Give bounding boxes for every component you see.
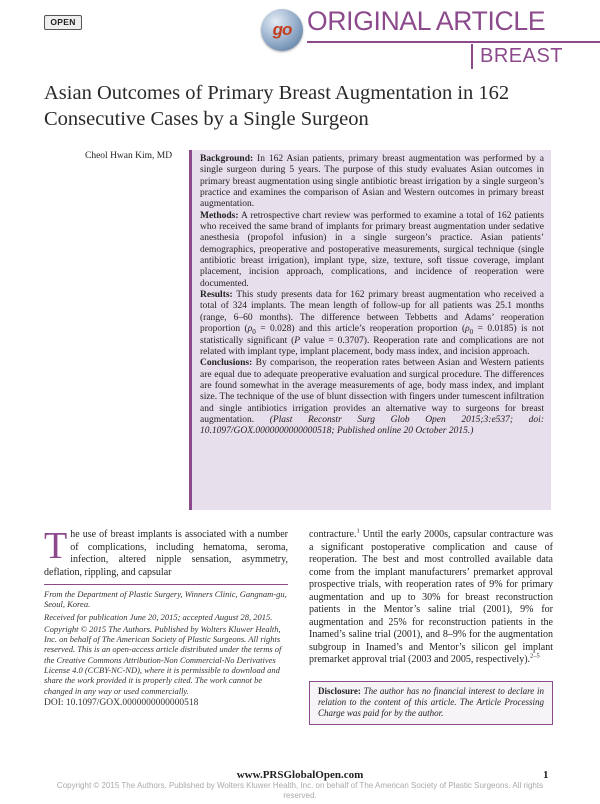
right-column <box>309 529 553 725</box>
citation-sup: 1 <box>356 527 360 535</box>
left-column <box>44 525 288 710</box>
open-access-badge: OPEN <box>44 15 82 30</box>
methods-label: Methods: <box>200 210 239 221</box>
body-text-b: Until the early 2000s, capsular contracture was a significant postoperative complication and cause of reoperation. The best and most controlled available data come from the implant manufacturers’ premarket approval prospective trials, with reoperation rates of 9% for primary augmentation and up to 30% for breast reconstruction patients in the Mentor’s saline trial (2001), 9% for augmentation and 25% for reconstruction patients in the Inamed’s saline trial (2001), and 8–9% for the augmentation subgroup in Inamed’s and Mentor’s silicon gel implant premarket approval trial (2003 and 2005, respectively). <box>309 529 553 665</box>
disclosure-text: The author has no financial interest to declare in relation to the content of this article. The Article Processing Charge was paid for by the author. <box>318 685 544 718</box>
p-symbol: P <box>294 335 301 346</box>
intro-text: he use of breast implants is associated with a number of complications, including hematoma, seroma, infection, altered nipple sensation, asymmetry, deflation, rippling, and capsular <box>44 529 288 578</box>
disclosure-label: Disclosure: <box>318 685 361 696</box>
doi: DOI: 10.1097/GOX.0000000000000518 <box>44 697 199 708</box>
results-label: Results: <box>200 290 233 301</box>
results-text-b: = 0.028) and this article’s reoperation proportion ( <box>255 324 466 335</box>
body-text-a: contracture. <box>309 529 357 540</box>
journal-logo-text: go <box>272 20 292 39</box>
journal-logo-icon <box>261 9 303 51</box>
abstract-box <box>189 150 551 510</box>
conclusions-text: By comparison, the reoperation rates between Asian and Western patients are equal due to adequate preoperative evaluation and surgical procedure. The differences are found somewhat in the average measurements of age, body mass index, and implant size. The technique of the use of blunt dissection with fingers under tumescent infiltration and single antibiotics irrigation provides an alternative way to surgeons for breast augmentation. <box>200 358 544 425</box>
section-label: BREAST <box>471 44 600 69</box>
background-text: In 162 Asian patients, primary breast augmentation was performed by a single surgeon during 5 years. The purpose of this study evaluates Asian outcomes in primary breast augmentation using single antibiotic breast irrigation by a single surgeon’s practice and examines the comparison of Asian and Western outcomes in primary breast augmentation. <box>200 154 544 210</box>
page-number: 1 <box>543 769 549 781</box>
article-type-heading: ORIGINAL ARTICLE <box>307 6 546 36</box>
results-text-d: value = 0.3707). Reoperation rate and complications are not related with implant type, implant placement, body mass index, and incision approach. <box>200 335 544 357</box>
rho-subscript: 0 <box>252 328 256 337</box>
body-paragraph <box>309 529 553 667</box>
affiliation: From the Department of Plastic Surgery, Winners Clinic, Gangnam-gu, Seoul, Korea. <box>44 589 287 610</box>
conclusions-label: Conclusions: <box>200 358 253 369</box>
rho-symbol: ρ <box>465 324 470 335</box>
author-name: Cheol Hwan Kim, MD <box>85 151 173 161</box>
abstract-methods <box>200 211 544 290</box>
rho-symbol: ρ <box>247 324 253 335</box>
header-divider <box>307 41 600 43</box>
footer-site-link[interactable]: www.PRSGlobalOpen.com <box>236 769 364 781</box>
drop-cap: T <box>44 525 68 567</box>
abstract-results <box>200 290 544 358</box>
footer-copyright: Copyright © 2015 The Authors. Published by Wolters Kluwer Health, Inc. on behalf of The American Society of Plastic Surgeons. All rights reserved. <box>56 781 544 800</box>
methods-text: A retrospective chart review was performed to examine a total of 162 patients who received the same brand of implants for primary breast augmentation under sedative anesthesia (propofol infusion) in a single surgeon’s practice. Asian patients’ demographics, preoperative and postoperative measurements, surgical technique (single antibiotic breast irrigation), implant type, size, texture, soft tissue coverage, implant placement, incision approach, complications, and incidence of reoperation were documented. <box>200 210 544 289</box>
received-dates: Received for publication June 20, 2015; accepted August 28, 2015. <box>44 611 273 622</box>
rho-subscript: 0 <box>469 328 474 337</box>
paper-title: Asian Outcomes of Primary Breast Augmentation in 162 Consecutive Cases by a Single Surgeon <box>44 82 510 130</box>
results-text-a: This study presents data for 162 primary breast augmentation who received a total of 324 implants. The mean length of follow-up for all patients was 25.1 months (range, 6–60 months). The difference between Tebbetts and Adams’ reoperation proportion ( <box>200 290 544 335</box>
abstract-conclusions <box>200 358 544 437</box>
copyright-notice: Copyright © 2015 The Authors. Published by Wolters Kluwer Health, Inc. on behalf of The American Society of Plastic Surgeons. All rights reserved. This is an open-access article distributed under the terms of the Creative Commons Attribution-Non Commercial-No Derivatives License 4.0 (CCBY-NC-ND), where it is permissible to download and share the work provided it is properly cited. The work cannot be changed in any way or used commercially. <box>44 623 282 696</box>
background-label: Background: <box>200 154 254 164</box>
citation-sup: 2–5 <box>530 652 540 660</box>
front-matter <box>44 584 288 708</box>
abstract-background <box>200 154 544 211</box>
citation-text: (Plast Reconstr Surg Glob Open 2015;3:e537; doi: 10.1097/GOX.0000000000000518; Published online 20 October 2015.) <box>200 414 544 437</box>
disclosure-box <box>309 681 553 726</box>
results-text-c: = 0.0185) is not statistically significant ( <box>200 324 544 346</box>
intro-paragraph <box>44 525 288 579</box>
